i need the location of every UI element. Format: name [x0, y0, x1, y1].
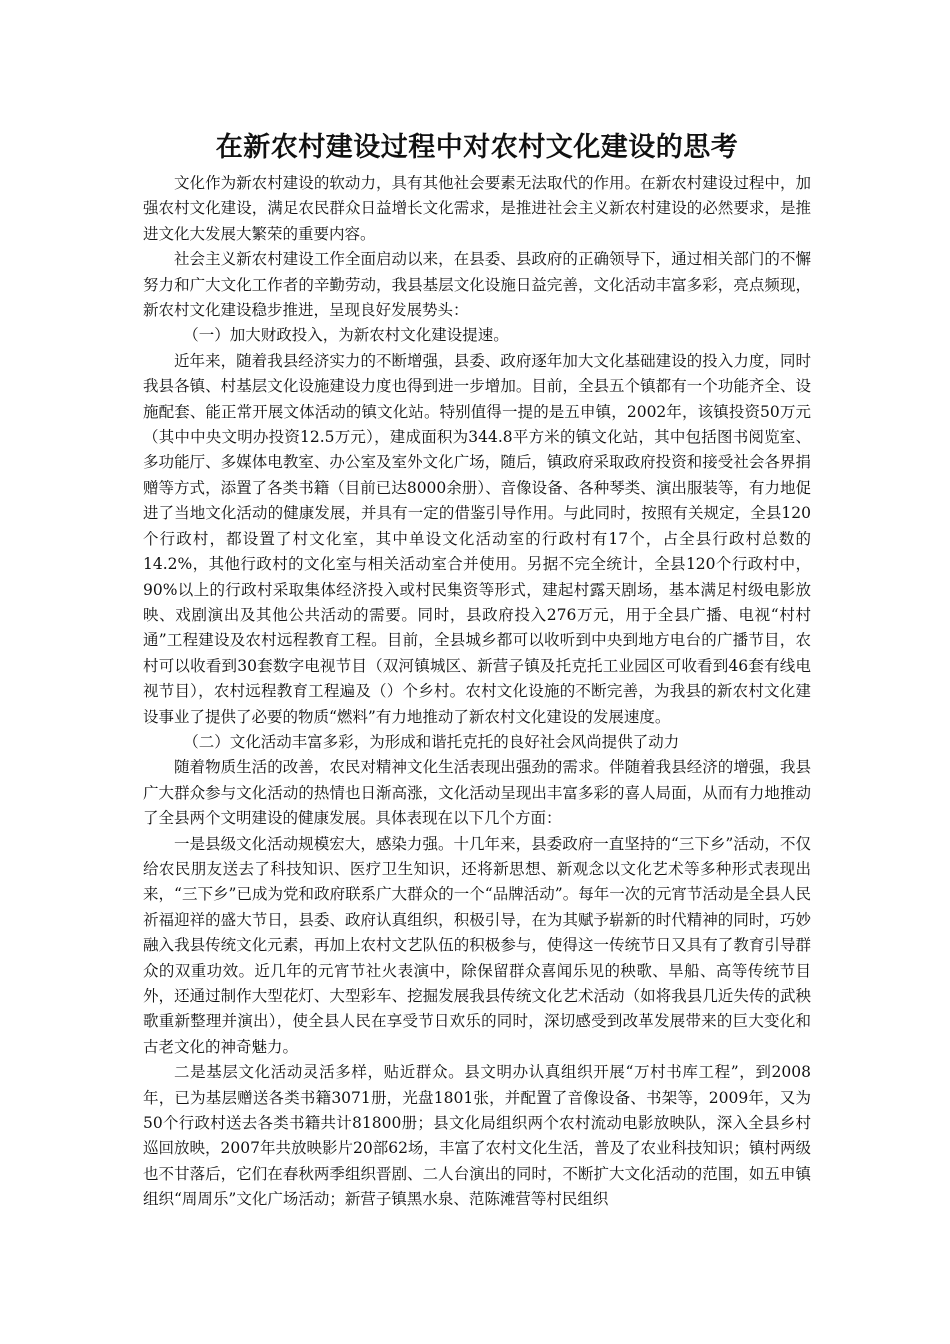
paragraph-activities-intro: 随着物质生活的改善，农民对精神文化生活表现出强劲的需求。伴随着我县经济的增强，我县广大群众参与文化活动的热情也日渐高涨，文化活动呈现出丰富多彩的喜人局面，从而有力地推动了全县两个文明建设的健康发展。具体表现在以下几个方面：	[143, 758, 811, 828]
paragraph-intro: 文化作为新农村建设的软动力，具有其他社会要素无法取代的作用。在新农村建设过程中，加强农村文化建设，满足农民群众日益增长文化需求，是推进社会主义新农村建设的必然要求，是推进文化大发展大繁荣的重要内容。	[143, 174, 811, 243]
document-page	[143, 128, 811, 1213]
paragraph-facilities: 近年来，随着我县经济实力的不断增强，县委、政府逐年加大文化基础建设的投入力度，同时我县各镇、村基层文化设施建设力度也得到进一步增加。目前，全县五个镇都有一个功能齐全、设施配套、能正常开展文体活动的镇文化站。特别值得一提的是五申镇，2002年，该镇投资50万元（其中中央文明办投资12.5万元），建成面积为344.8平方米的镇文化站，其中包括图书阅览室、多功能厅、多媒体电教室、办公室及室外文化广场，随后，镇政府采取政府投资和接受社会各界捐赠等方式，添置了各类书籍（目前已达8000余册）、音像设备、各种琴类、演出服装等，有力地促进了当地文化活动的健康发展，并具有一定的借鉴引导作用。与此同时，按照有关规定，全县120个行政村，都设置了村文化室，其中单设文化活动室的行政村有17个，占全县行政村总数的14.2%，其他行政村的文化室与相关活动室合并使用。另据不完全统计，全县120个行政村中，90%以上的行政村采取集体经济投入或村民集资等形式，建起村露天剧场，基本满足村级电影放映、戏剧演出及其他公共活动的需要。同时，县政府投入276万元，用于全县广播、电视“村村通”工程建设及农村远程教育工程。目前，全县城乡都可以收听到中央到地方电台的广播节目，农村可以收看到30套数字电视节目（双河镇城区、新营子镇及托克托工业园区可收看到46套有线电视节目），农村远程教育工程遍及（）个乡村。农村文化设施的不断完善，为我县的新农村文化建设事业了提供了必要的物质“燃料”有力地推动了新农村文化建设的发展速度。	[143, 351, 811, 726]
section-heading-1: （一）加大财政投入，为新农村文化建设提速。	[183, 326, 509, 345]
document-title: 在新农村建设过程中对农村文化建设的思考	[215, 132, 739, 163]
paragraph-grassroots-activities: 二是基层文化活动灵活多样，贴近群众。县文明办认真组织开展“万村书库工程”，到2008年，已为基层赠送各类书籍3071册，光盘1801张，并配置了音像设备、书架等，2009年，又为50个行政村送去各类书籍共计81800册；县文化局组织两个农村流动电影放映队，深入全县乡村巡回放映，2007年共放映影片20部62场，丰富了农村文化生活，普及了农业科技知识；镇村两级也不甘落后，它们在春秋两季组织晋剧、二人台演出的同时，不断扩大文化活动的范围，如五申镇组织“周周乐”文化广场活动；新营子镇黑水泉、范陈滩营等村民组织	[143, 1063, 811, 1209]
paragraph-overview: 社会主义新农村建设工作全面启动以来，在县委、县政府的正确领导下，通过相关部门的不懈努力和广大文化工作者的辛勤劳动，我县基层文化设施日益完善，文化活动丰富多彩，亮点频现，新农村文化建设稳步推进，呈现良好发展势头：	[143, 250, 811, 320]
paragraph-county-activities: 一是县级文化活动规模宏大，感染力强。十几年来，县委政府一直坚持的“三下乡”活动，不仅给农民朋友送去了科技知识、医疗卫生知识，还将新思想、新观念以文化艺术等多种形式表现出来，“三下乡”已成为党和政府联系广大群众的一个“品牌活动”。每年一次的元宵节活动是全县人民祈福迎祥的盛大节日，县委、政府认真组织，积极引导，在为其赋予崭新的时代精神的同时，巧妙融入我县传统文化元素，再加上农村文艺队伍的积极参与，使得这一传统节日又具有了教育引导群众的双重功效。近几年的元宵节社火表演中，除保留群众喜闻乐见的秧歌、旱船、高等传统节目外，还通过制作大型花灯、大型彩车、挖掘发展我县传统文化艺术活动（如将我县几近失传的武秧歌重新整理并演出），使全县人民在享受节日欢乐的同时，深切感受到改革发展带来的巨大变化和古老文化的神奇魅力。	[143, 834, 811, 1056]
section-heading-2: （二）文化活动丰富多彩，为形成和谐托克托的良好社会风尚提供了动力	[183, 732, 680, 751]
